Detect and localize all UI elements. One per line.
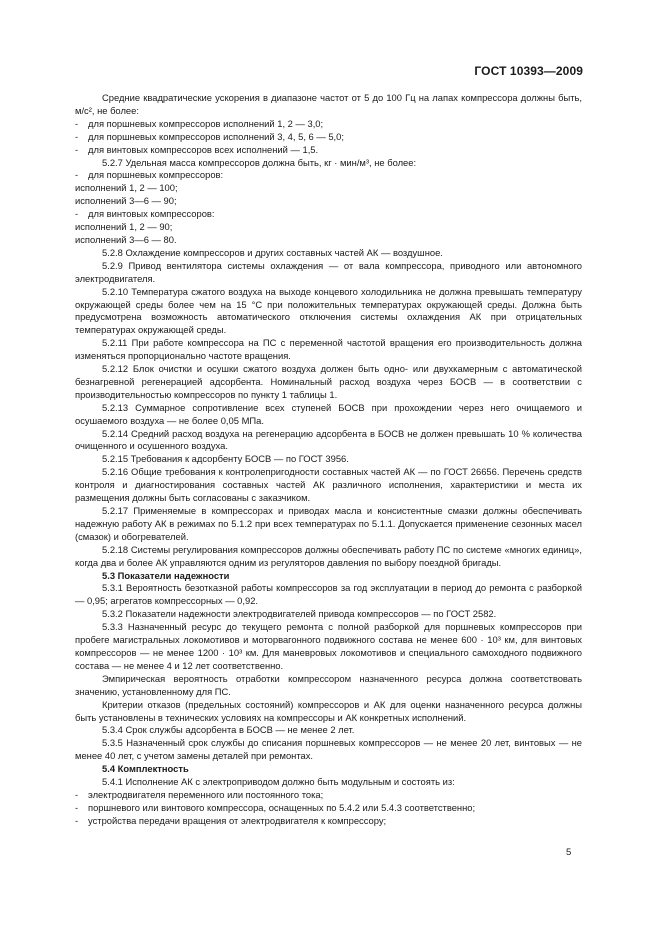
list-item [75,144,582,157]
paragraph: 5.3.5 Назначенный срок службы до списания поршневых компрессоров — не менее 20 лет, винтовых — не менее 40 лет, с учетом замены деталей при ремонтах. [75,737,582,762]
list-dash [75,169,88,182]
list-dash [75,815,88,828]
list-item-text: поршневого или винтового компрессора, оснащенных по 5.4.2 или 5.4.3 соответственно; [88,801,476,813]
list-item-text: для винтовых компрессоров всех исполнений — 1,5. [88,143,319,155]
paragraph: исполнений 1, 2 — 100; [75,182,178,194]
section-heading: 5.3 Показатели надежности [102,569,230,581]
standard-header: ГОСТ 10393—2009 [474,64,583,78]
list-dash [75,208,88,221]
paragraph: 5.2.13 Суммарное сопротивление всех ступеней БОСВ при прохождении через него очищаемого и осушаемого воздуха — не более 0,05 МПа. [75,401,582,426]
list-item [75,169,582,182]
list-dash [75,789,88,802]
list-dash [75,144,88,157]
list-item [75,802,582,815]
paragraph: 5.2.9 Привод вентилятора системы охлаждения — от вала компрессора, приводного или автономного электродвигателя. [75,259,582,284]
paragraph: Критерии отказов (предельных состояний) компрессоров и АК для оценки назначенного ресурса должны быть установлены в технических условиях на компрессоры и АК конкретных исполнений. [75,698,582,723]
paragraph: 5.3.4 Срок службы адсорбента в БОСВ — не менее 2 лет. [102,724,355,736]
paragraph: 5.2.15 Требования к адсорбенту БОСВ — по ГОСТ 3956. [102,453,349,465]
paragraph: 5.2.14 Средний расход воздуха на регенерацию адсорбента в БОСВ не должен превышать 10 % количества очищенного и осушенного воздуха. [75,427,582,452]
paragraph: исполнений 3—6 — 80. [75,233,177,245]
document-body [75,92,582,828]
list-item-text: для поршневых компрессоров: [88,169,224,181]
list-dash [75,802,88,815]
paragraph: 5.4.1 Исполнение АК с электроприводом должно быть модульным и состоять из: [102,776,455,788]
paragraph: 5.3.1 Вероятность безотказной работы компрессоров за год эксплуатации в период до ремонта с разборкой — 0,95; агрегатов компрессорных — 0,92. [75,582,582,607]
list-item-text: для поршневых компрессоров исполнений 3, 4, 5, 6 — 5,0; [88,130,344,142]
list-item [75,789,582,802]
paragraph: 5.3.2 Показатели надежности электродвигателей привода компрессоров — по ГОСТ 2582. [102,608,497,620]
paragraph: 5.2.10 Температура сжатого воздуха на выходе концевого холодильника не должна превышать температуру окружающей среды более чем на 15 °С при положительных температурах окружающей среды. Должна быть предусмотрена возможность автоматического отключения системы охлаждения АК при отрицательных температурах окружающей среды. [75,285,582,336]
paragraph: 5.3.3 Назначенный ресурс до текущего ремонта с полной разборкой для поршневых компрессоров при пробеге магистральных локомотивов и моторвагонного подвижного состава не менее 600 · 10³ км, для винтовых компрессоров — не менее 1200 · 10³ км. Для маневровых локомотивов и специального самоходного подвижного состава — не менее 4 и 12 лет соответственно. [75,621,582,671]
paragraph: 5.2.18 Системы регулирования компрессоров должны обеспечивать работу ПС по системе «многих единиц», когда два и более АК управляются одним из регуляторов давления по выбору поездной бригады. [75,543,582,568]
paragraph: 5.2.12 Блок очистки и осушки сжатого воздуха должен быть одно- или двухкамерным с автоматической безнагревной регенерацией адсорбента. Номинальный расход воздуха через БОСВ — в соответствии с производительностью компрессоров по пункту 1 таблицы 1. [75,363,582,400]
list-item [75,208,582,221]
paragraph: исполнений 3—6 — 90; [75,195,177,207]
paragraph: 5.2.7 Удельная масса компрессоров должна быть, кг · мин/м³, не более: [102,156,417,168]
list-item [75,118,582,131]
paragraph: Эмпирическая вероятность отработки компрессором назначенного ресурса должна соответствовать значению, установленному для ПС. [75,672,582,697]
paragraph: Средние квадратические ускорения в диапазоне частот от 5 до 100 Гц на лапах компрессора должны быть, м/с², не более: [75,92,582,116]
section-heading: 5.4 Комплектность [102,763,189,775]
page-number: 5 [566,847,572,858]
list-item [75,131,582,144]
list-item [75,815,582,828]
list-dash [75,118,88,131]
list-item-text: для винтовых компрессоров: [88,208,215,220]
paragraph: 5.2.17 Применяемые в компрессорах и приводах масла и консистентные смазки должны обеспечивать надежную работу АК в режимах по 5.1.2 при всех температурах по 5.1.1. Допускается применение сезонных масел (смазок) и обогревателей. [75,505,582,542]
paragraph: 5.2.16 Общие требования к контролепригодности составных частей АК — по ГОСТ 26656. Перечень средств контроля и диагностирования составных частей АК различного исполнения, характеристики и места их размещения должны быть согласованы с заказчиком. [75,466,582,504]
list-dash [75,131,88,144]
list-item-text: электродвигателя переменного или постоянного тока; [88,788,324,800]
list-item-text: устройства передачи вращения от электродвигателя к компрессору; [88,814,387,826]
paragraph: 5.2.11 При работе компрессора на ПС с переменной частотой вращения его производительность должна изменяться пропорционально частоте вращения. [75,337,582,362]
list-item-text: для поршневых компрессоров исполнений 1, 2 — 3,0; [88,117,324,129]
paragraph: 5.2.8 Охлаждение компрессоров и других составных частей АК — воздушное. [102,246,443,258]
paragraph: исполнений 1, 2 — 90; [75,221,173,233]
